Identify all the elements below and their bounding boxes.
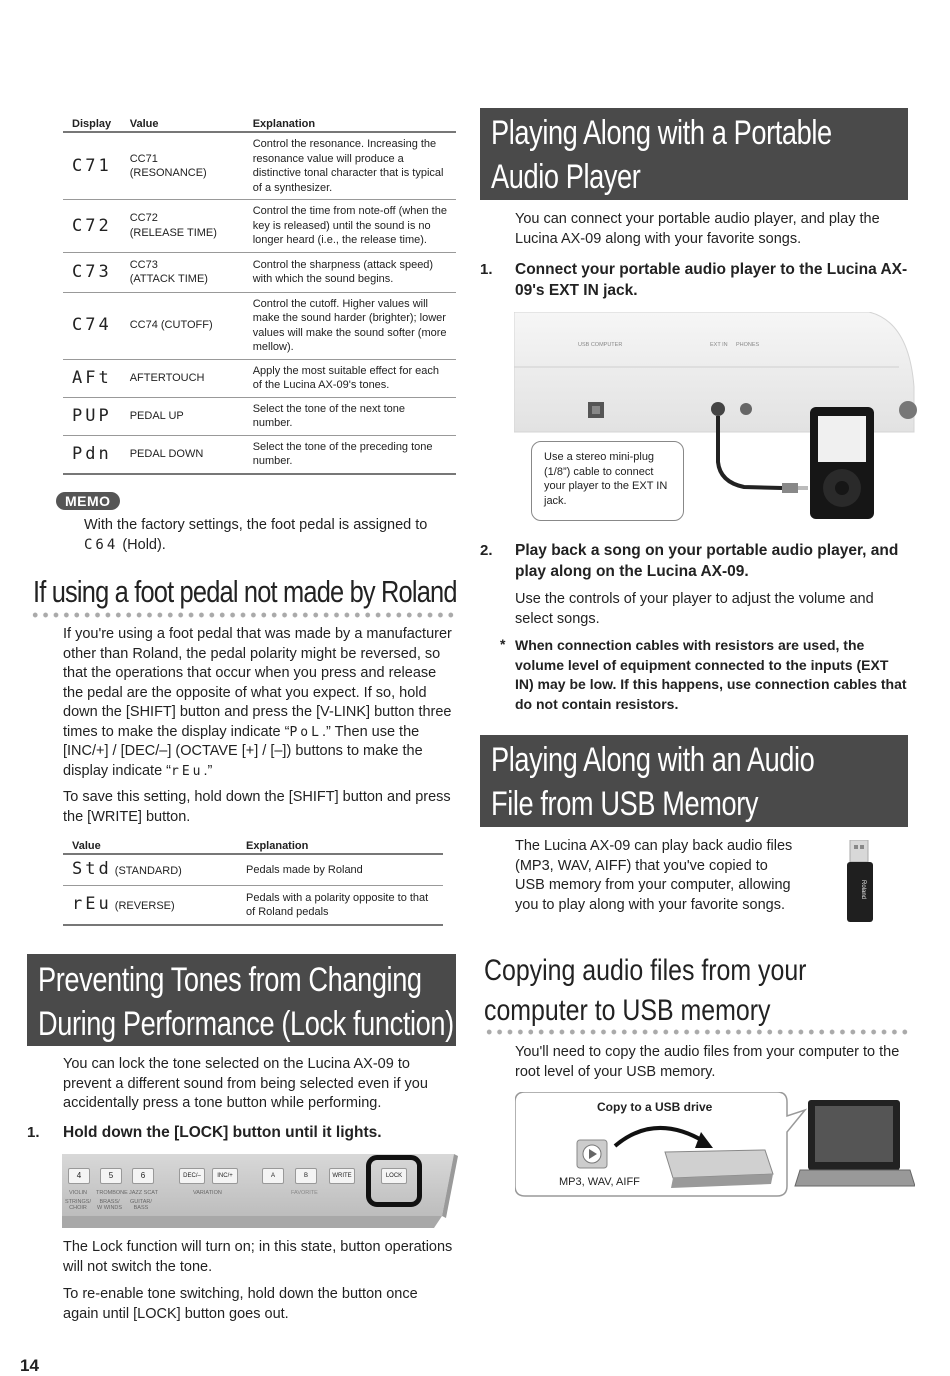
portable-step-1: Connect your portable audio player to the Lucina AX-09's EXT IN jack. xyxy=(515,261,908,299)
explanation-cell: Pedals made by Roland xyxy=(237,854,443,885)
value-cell xyxy=(63,885,237,925)
lcd-display: Std xyxy=(72,858,112,879)
table-header: Value xyxy=(121,116,244,132)
usb-title-line2: File from USB Memory xyxy=(491,785,759,823)
copy-title-line2: computer to USB memory xyxy=(484,994,771,1027)
lcd-display: C72 xyxy=(63,200,121,253)
ext-in-label: EXT IN xyxy=(710,342,728,348)
memo-text-before: With the factory settings, the foot pedal is assigned to xyxy=(84,517,428,533)
panel-label: FAVORITE xyxy=(291,1190,318,1196)
pedal-section-title: If using a foot pedal not made by Roland xyxy=(33,574,457,609)
copy-figure-title: Copy to a USB drive xyxy=(597,1100,713,1114)
step-number: 1. xyxy=(480,261,493,278)
lcd-display: rEu xyxy=(72,893,112,914)
pedal-text-b: .” Then use the [INC/+] / [DEC/–] (OCTAVE [+] / [–]) buttons to make the display indicate “ xyxy=(63,723,423,779)
value-label: (STANDARD) xyxy=(114,864,182,877)
usb-intro: The Lucina AX-09 can play back audio files (MP3, WAV, AIFF) that you've copied to USB memory from your computer, allowing you to play along with your favorite songs. xyxy=(515,838,793,913)
panel-button-dec: DEC/– xyxy=(179,1168,205,1184)
table-row xyxy=(63,292,456,359)
table-header: Display xyxy=(63,116,121,132)
panel-button-write: WRITE xyxy=(329,1168,355,1184)
explanation-cell: Control the sharpness (attack speed) with which the sound begins. xyxy=(244,252,456,292)
parameter-table xyxy=(63,116,456,475)
memo-text-after: (Hold). xyxy=(118,536,166,553)
value-cell: CC71 (RESONANCE) xyxy=(121,132,244,200)
panel-button-lock: LOCK xyxy=(381,1168,407,1184)
lock-after-1: The Lock function will turn on; in this state, button operations will not switch the tone. xyxy=(63,1239,453,1275)
lock-section-header xyxy=(27,954,456,1046)
table-row xyxy=(63,132,456,200)
step-number: 2. xyxy=(480,542,493,559)
parameter-table-container xyxy=(63,116,456,475)
panel-label: GUITAR/ BASS xyxy=(130,1199,152,1211)
lock-title-line1: Preventing Tones from Changing xyxy=(38,961,422,999)
memo-text xyxy=(84,516,454,555)
panel-button-inc: INC/+ xyxy=(212,1168,238,1184)
lock-title-line2: During Performance (Lock function) xyxy=(38,1005,454,1043)
panel-label: JAZZ SCAT xyxy=(129,1190,158,1196)
lock-panel-illustration xyxy=(62,1152,458,1230)
table-row xyxy=(63,854,443,885)
table-header: Explanation xyxy=(237,838,443,854)
resistor-note: When connection cables with resistors are used, the volume level of equipment connected to the inputs (EXT IN) may be low. If this happens, use connection cables that do not contain resistors. xyxy=(515,637,907,712)
panel-button-b: B xyxy=(295,1168,317,1184)
pedal-text-c: .” xyxy=(203,762,213,779)
explanation-cell: Select the tone of the preceding tone number. xyxy=(244,435,456,474)
memo-lcd: C64 xyxy=(84,536,119,553)
panel-label: BRASS/ W WINDS xyxy=(97,1199,123,1211)
lock-intro: You can lock the tone selected on the Lucina AX-09 to prevent a different sound from being selected even if you accidentally press a tone button while performing. xyxy=(63,1056,428,1111)
explanation-cell: Control the cutoff. Higher values will make the sound harder (brighter); lower values will make the sound softer (more mellow). xyxy=(244,292,456,359)
usb-title-line1: Playing Along with an Audio xyxy=(491,741,815,779)
phones-label: PHONES xyxy=(736,342,760,348)
table-row xyxy=(63,435,456,474)
table-row xyxy=(63,359,456,397)
ext-in-illustration xyxy=(514,312,944,524)
note-asterisk: * xyxy=(500,636,506,652)
panel-label: VIOLIN xyxy=(69,1190,88,1196)
section-divider xyxy=(30,612,456,618)
panel-label: TROMBONE xyxy=(96,1190,128,1196)
lcd-display: Pdn xyxy=(63,435,121,474)
value-cell: AFTERTOUCH xyxy=(121,359,244,397)
page-number: 14 xyxy=(20,1356,39,1375)
panel-label: STRINGS/ CHOIR xyxy=(65,1199,91,1211)
explanation-cell: Select the tone of the next tone number. xyxy=(244,397,456,435)
lcd-display: C73 xyxy=(63,252,121,292)
portable-section-header xyxy=(480,108,908,200)
usb-section-header xyxy=(480,735,908,827)
value-cell: PEDAL DOWN xyxy=(121,435,244,474)
lcd-display: AFt xyxy=(63,359,121,397)
panel-button-4: 4 xyxy=(68,1168,90,1184)
section-divider xyxy=(484,1029,910,1035)
lcd-rev: rEu xyxy=(171,763,204,779)
lcd-display: PUP xyxy=(63,397,121,435)
usb-brand: Roland xyxy=(860,880,866,900)
memo-badge: MEMO xyxy=(56,492,120,510)
table-row xyxy=(63,200,456,253)
portable-step-2-detail: Use the controls of your player to adjust the volume and select songs. xyxy=(515,591,874,627)
copy-figure-caption: MP3, WAV, AIFF xyxy=(559,1176,640,1188)
copy-title-line1: Copying audio files from your xyxy=(484,954,807,987)
cable-callout: Use a stereo mini-plug (1/8”) cable to connect your player to the EXT IN jack. xyxy=(531,441,684,521)
lcd-display: C74 xyxy=(63,292,121,359)
panel-label: VARIATION xyxy=(193,1190,222,1196)
explanation-cell: Pedals with a polarity opposite to that of Roland pedals xyxy=(237,885,443,925)
usb-stick-illustration xyxy=(846,840,878,926)
value-cell: CC74 (CUTOFF) xyxy=(121,292,244,359)
panel-button-a: A xyxy=(262,1168,284,1184)
explanation-cell: Control the time from note-off (when the key is released) until the sound is no longer heard (i.e., the release time). xyxy=(244,200,456,253)
copy-intro: You'll need to copy the audio files from your computer to the root level of your USB memory. xyxy=(515,1044,900,1080)
lcd-display: C71 xyxy=(63,132,121,200)
pedal-paragraph-2: To save this setting, hold down the [SHIFT] button and press the [WRITE] button. xyxy=(63,789,451,825)
portable-title-line2: Audio Player xyxy=(491,158,641,196)
value-label: (REVERSE) xyxy=(114,899,175,912)
explanation-cell: Apply the most suitable effect for each of the Lucina AX-09's tones. xyxy=(244,359,456,397)
copy-illustration xyxy=(515,1092,915,1202)
portable-title-line1: Playing Along with a Portable xyxy=(491,114,832,152)
table-row xyxy=(63,397,456,435)
portable-step-2: Play back a song on your portable audio player, and play along on the Lucina AX-09. xyxy=(515,542,899,580)
portable-intro: You can connect your portable audio player, and play the Lucina AX-09 along with your favorite songs. xyxy=(515,211,880,247)
memo-block xyxy=(56,493,120,511)
table-header: Value xyxy=(63,838,237,854)
lock-step-1: Hold down the [LOCK] button until it lights. xyxy=(63,1124,382,1141)
polarity-table-container xyxy=(63,838,443,926)
table-row xyxy=(63,252,456,292)
copy-title xyxy=(484,951,806,1031)
lcd-pol: PoL xyxy=(289,724,322,740)
panel-button-6: 6 xyxy=(132,1168,154,1184)
table-header-row xyxy=(63,838,443,854)
pedal-text-a: If you're using a foot pedal that was made by a manufacturer other than Roland, the pedal polarity might be reversed, so that the operations that occur when you press and release the pedal are the opposite of what you expect. If so, hold down the [SHIFT] button and press the [V-LINK] button three times to make the display indicate “ xyxy=(63,626,452,740)
lock-after-2: To re-enable tone switching, hold down the button once again until [LOCK] button goes out. xyxy=(63,1286,418,1322)
usb-computer-label: USB COMPUTER xyxy=(578,342,623,348)
table-header: Explanation xyxy=(244,116,456,132)
explanation-cell: Control the resonance. Increasing the resonance value will produce a distinctive tonal character that is typical of a synthesizer. xyxy=(244,132,456,200)
value-cell: CC73 (ATTACK TIME) xyxy=(121,252,244,292)
value-cell xyxy=(63,854,237,885)
pedal-paragraph-1 xyxy=(63,625,453,781)
value-cell: CC72 (RELEASE TIME) xyxy=(121,200,244,253)
value-cell: PEDAL UP xyxy=(121,397,244,435)
polarity-table xyxy=(63,838,443,926)
table-header-row xyxy=(63,116,456,132)
panel-button-5: 5 xyxy=(100,1168,122,1184)
step-number: 1. xyxy=(27,1124,40,1141)
table-row xyxy=(63,885,443,925)
